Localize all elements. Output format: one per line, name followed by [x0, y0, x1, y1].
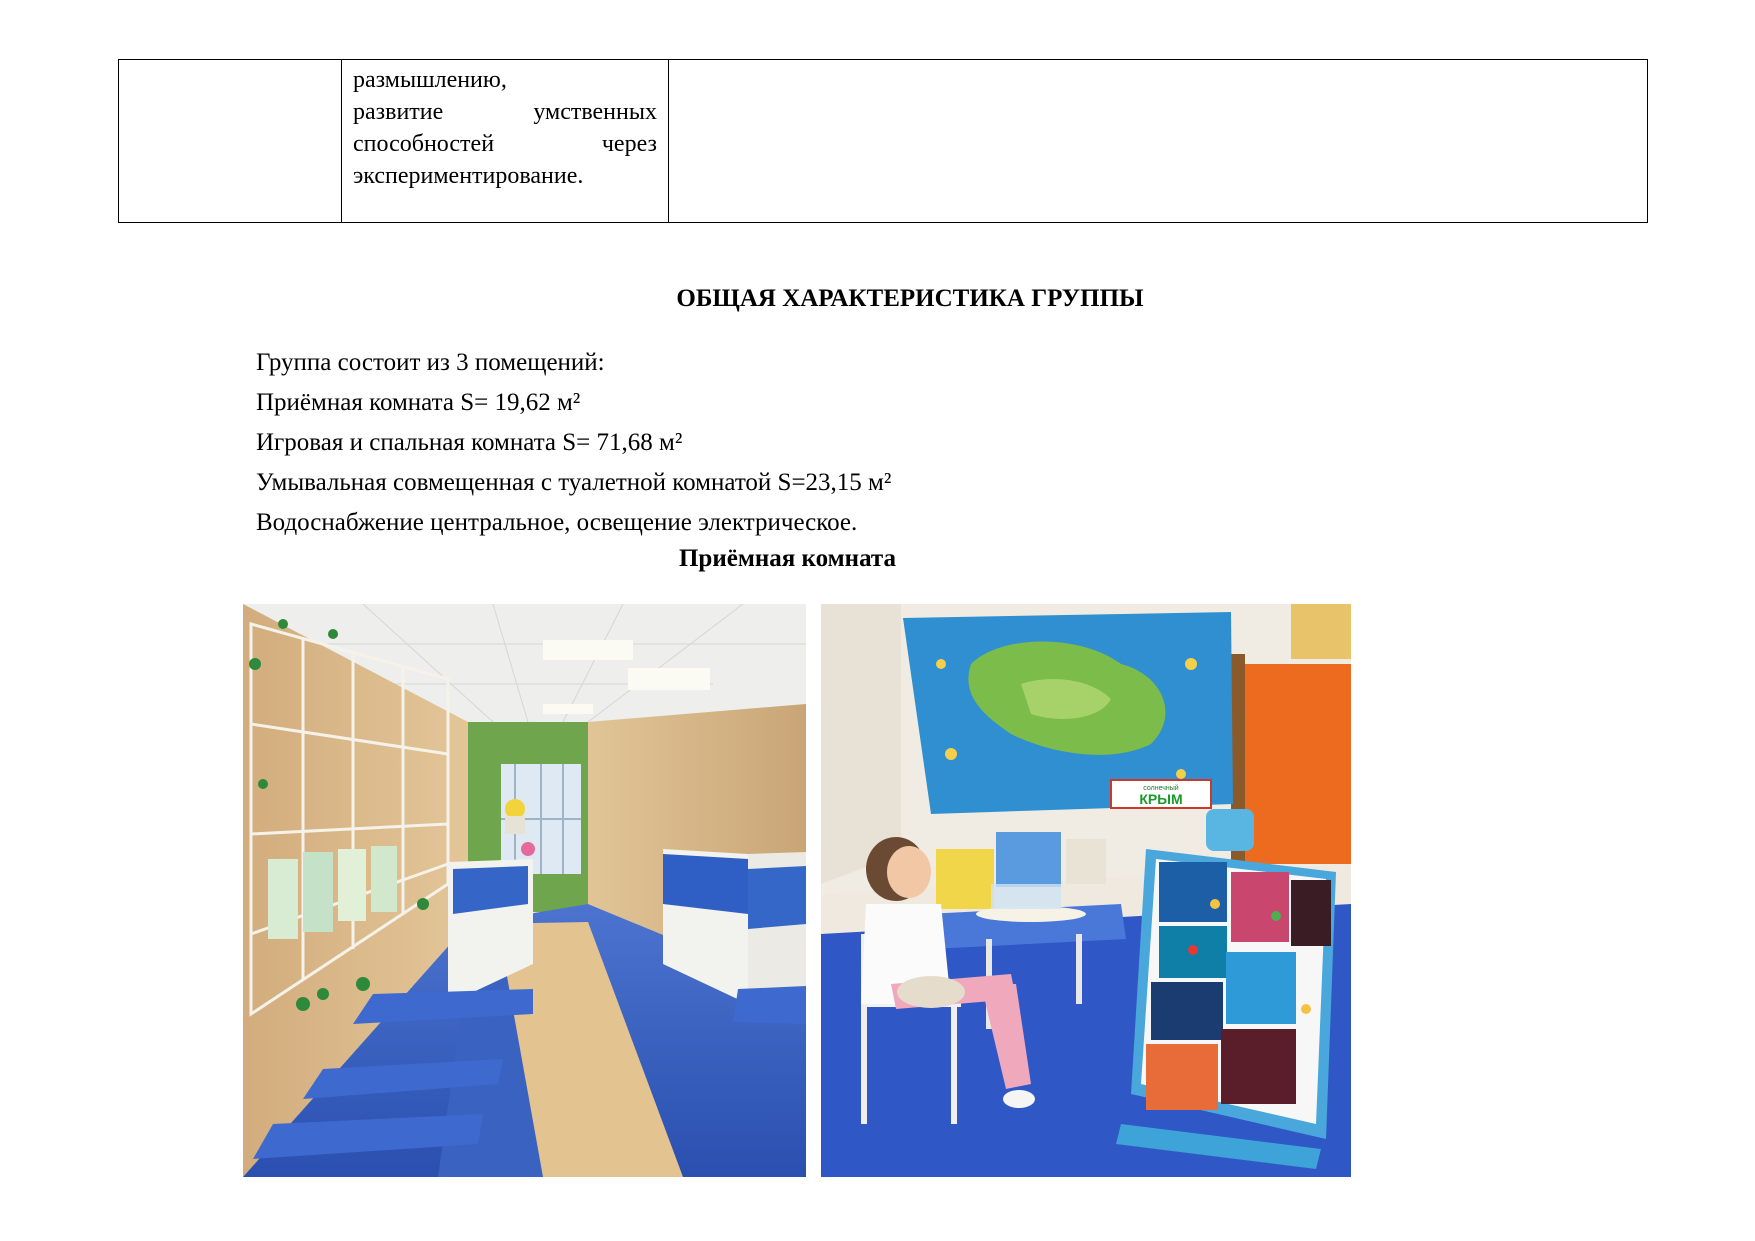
cell-line-4: экспериментирование.	[353, 163, 584, 189]
section-heading: ОБЩАЯ ХАРАКТЕРИСТИКА ГРУППЫ	[676, 285, 1144, 312]
table-cell-3	[669, 60, 1648, 223]
reception-room-corridor-photo	[243, 604, 806, 1177]
cell-line-1: размышлению,	[353, 67, 507, 93]
cell-line-3: способностей через	[353, 131, 657, 157]
table-row	[119, 60, 1648, 223]
content-table	[118, 59, 1648, 223]
map-sign-line2: КРЫМ	[1139, 791, 1183, 807]
text-line-reception-area: Приёмная комната S= 19,62 м²	[256, 389, 581, 416]
subsection-heading: Приёмная комната	[678, 545, 897, 572]
table-cell-2	[342, 60, 669, 223]
text-line-washroom-area: Умывальная совмещенная с туалетной комнатой S=23,15 м²	[256, 469, 892, 496]
text-line-rooms-count: Группа состоит из 3 помещений:	[256, 349, 605, 376]
map-sign-line1: солнечный	[1143, 785, 1179, 792]
cell-paragraph	[342, 60, 668, 192]
text-line-utilities: Водоснабжение центральное, освещение электрическое.	[256, 509, 858, 536]
table-cell-1	[119, 60, 342, 223]
child-at-table-with-crimea-map-photo	[821, 604, 1351, 1177]
cell-line-2: развитие умственных	[353, 99, 657, 125]
text-line-playroom-area: Игровая и спальная комната S= 71,68 м²	[256, 429, 683, 456]
